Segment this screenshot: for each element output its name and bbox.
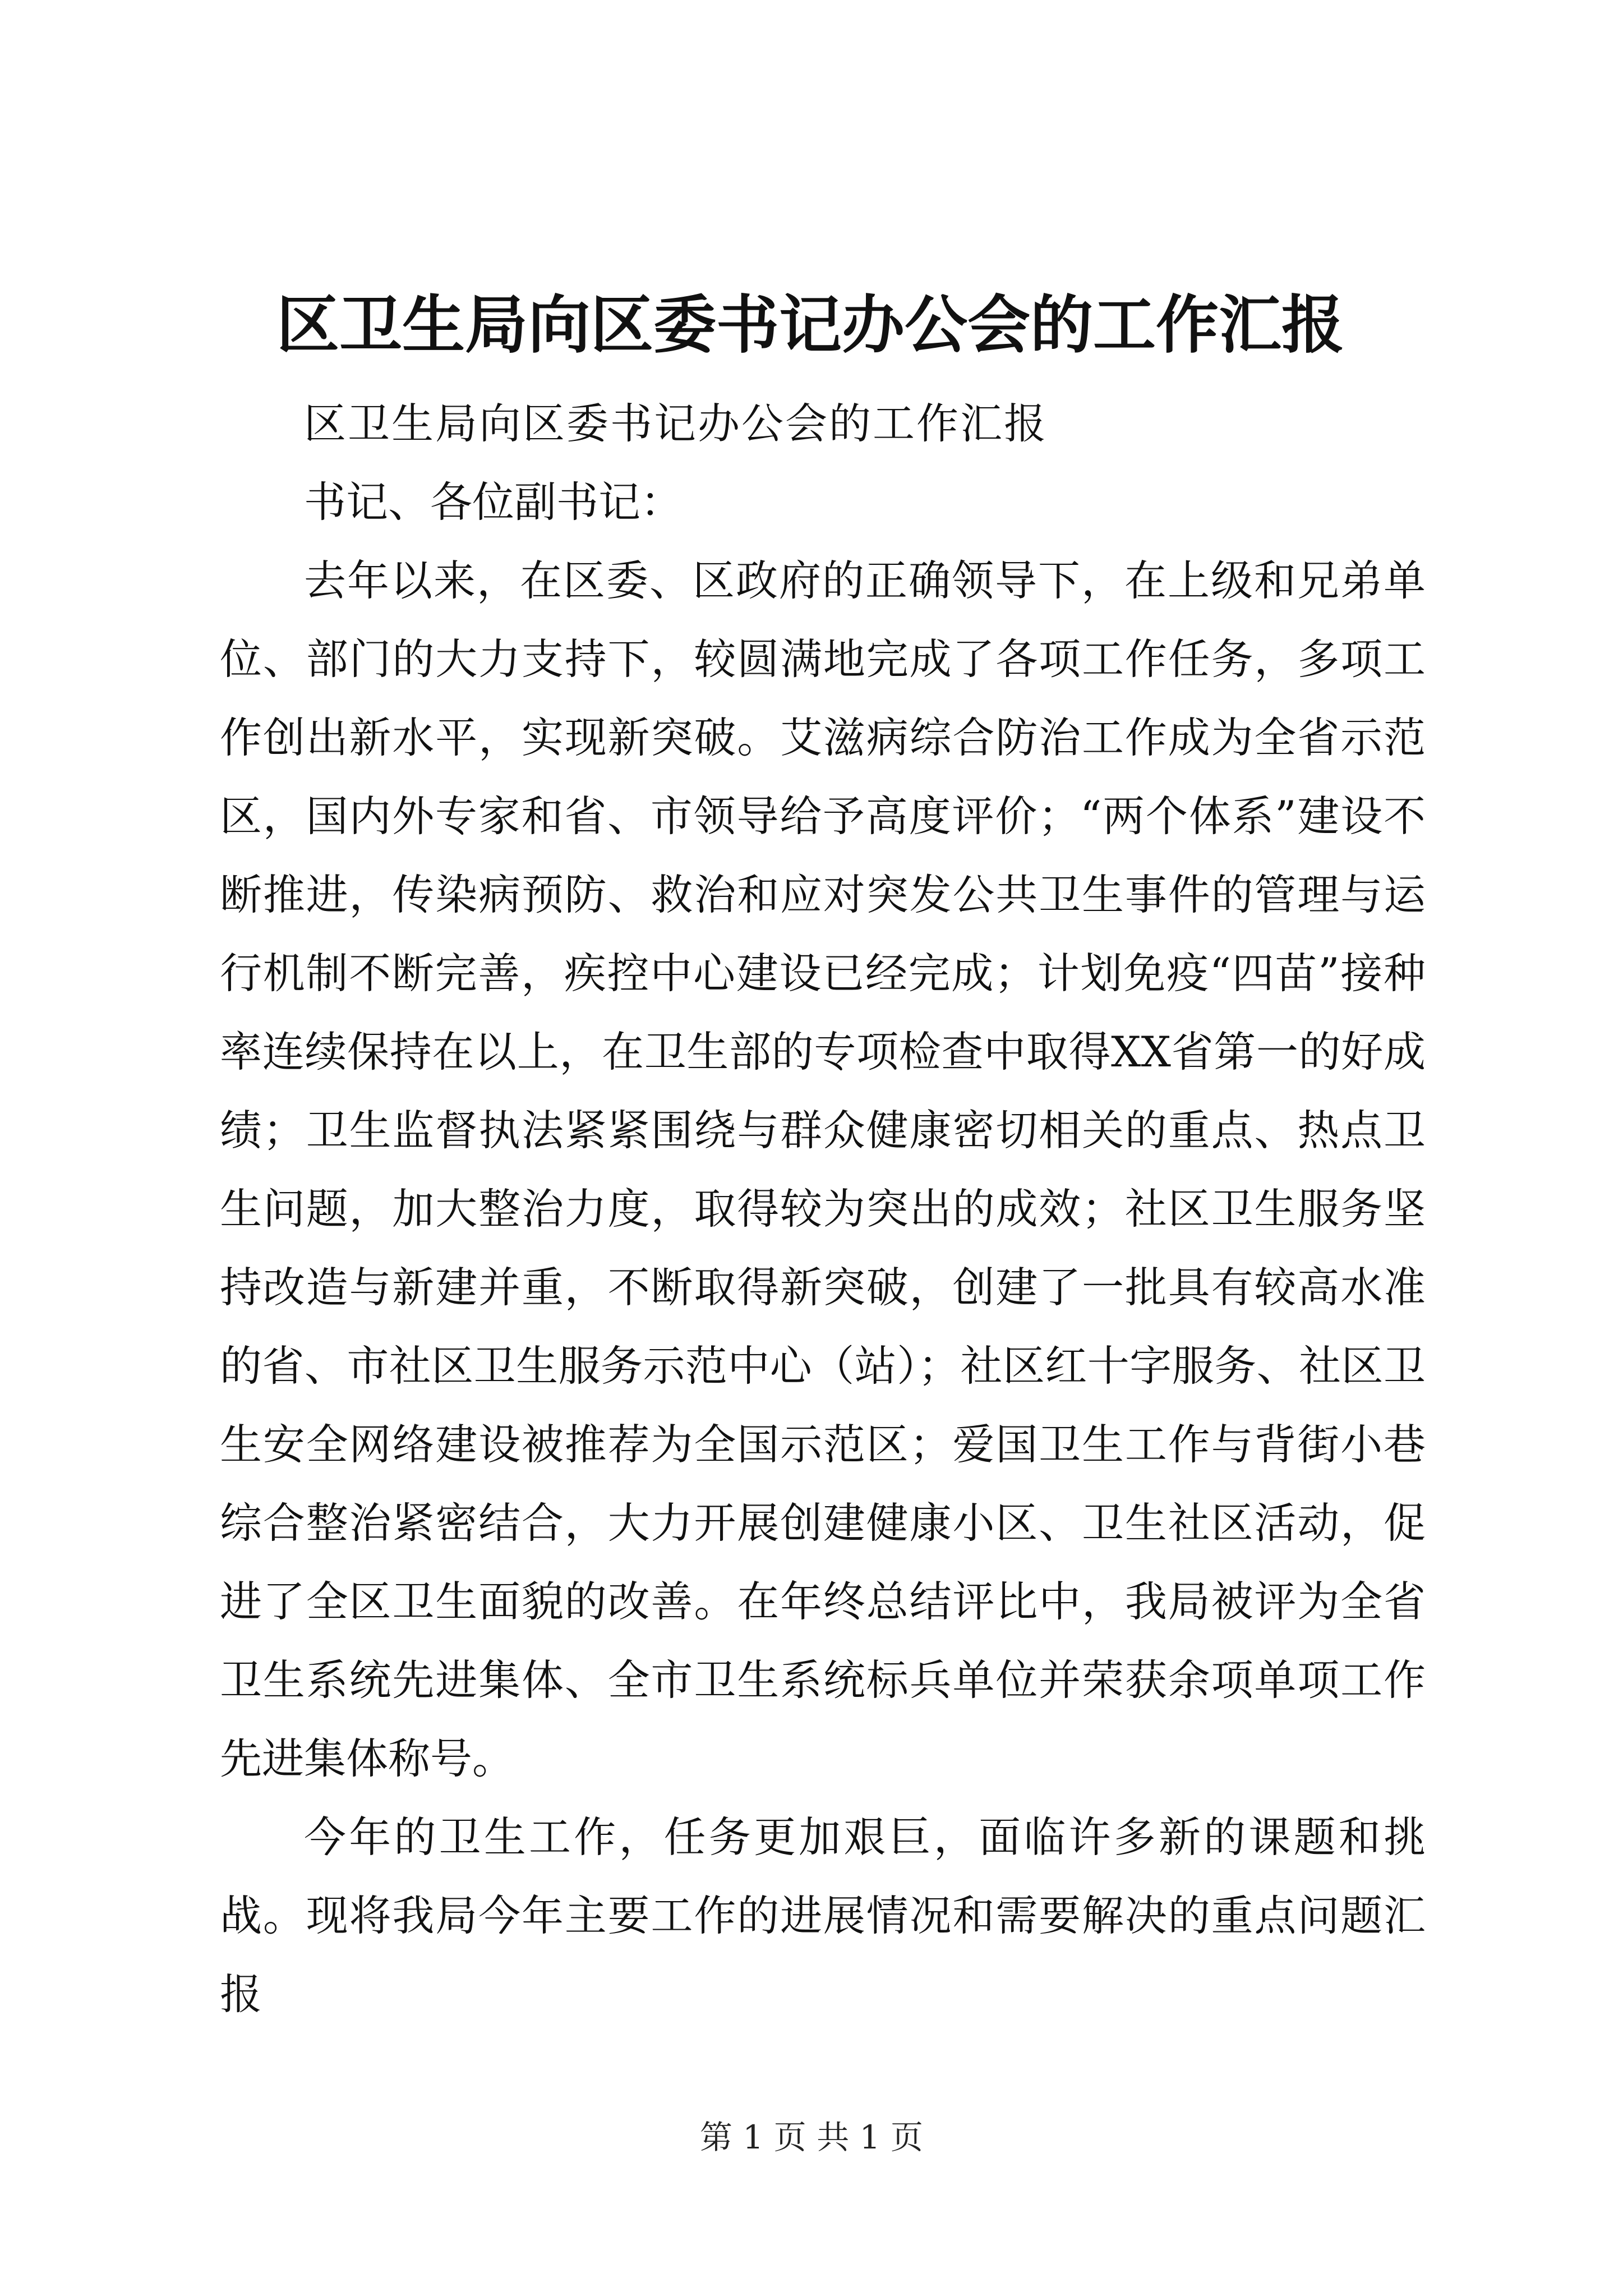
salutation: 书记、各位副书记： [304, 477, 683, 527]
body-paragraph-1: 去年以来，在区委、区政府的正确领导下，在上级和兄弟单位、部门的大力支持下，较圆满地完成了各项工作任务，多项工作创出新水平，实现新突破。艾滋病综合防治工作成为全省示范区，国内外专家和省、市领导给予高度评价；“两个体系”建设不断推进，传染病预防、救治和应对突发公共卫生事件的管理与运行机制不断完善，疾控中心建设已经完成；计划免疫“四苗”接种率连续保持在以上，在卫生部的专项检查中取得XX省第一的好成绩；卫生监督执法紧紧围绕与群众健康密切相关的重点、热点卫生问题，加大整治力度，取得较为突出的成效；社区卫生服务坚持改造与新建并重，不断取得新突破，创建了一批具有较高水准的省、市社区卫生服务示范中心（站）；社区红十字服务、社区卫生安全网络建设被推荐为全国示范区；爱国卫生工作与背街小巷综合整治紧密结合，大力开展创建健康小区、卫生社区活动，促进了全区卫生面貌的改善。在年终总结评比中，我局被评为全省卫生系统先进集体、全市卫生系统标兵单位并荣获余项单项工作先进集体称号。 [220, 556, 1426, 1783]
document-title: 区卫生局向区委书记办公会的工作汇报 [276, 288, 1344, 362]
body-paragraph-2: 今年的卫生工作，任务更加艰巨，面临许多新的课题和挑战。现将我局今年主要工作的进展情况和需要解决的重点问题汇报 [220, 1812, 1426, 2019]
page-number-footer: 第 1 页 共 1 页 [700, 2118, 923, 2156]
document-subtitle: 区卫生局向区委书记办公会的工作汇报 [304, 399, 1048, 448]
document-body [220, 384, 1426, 2033]
